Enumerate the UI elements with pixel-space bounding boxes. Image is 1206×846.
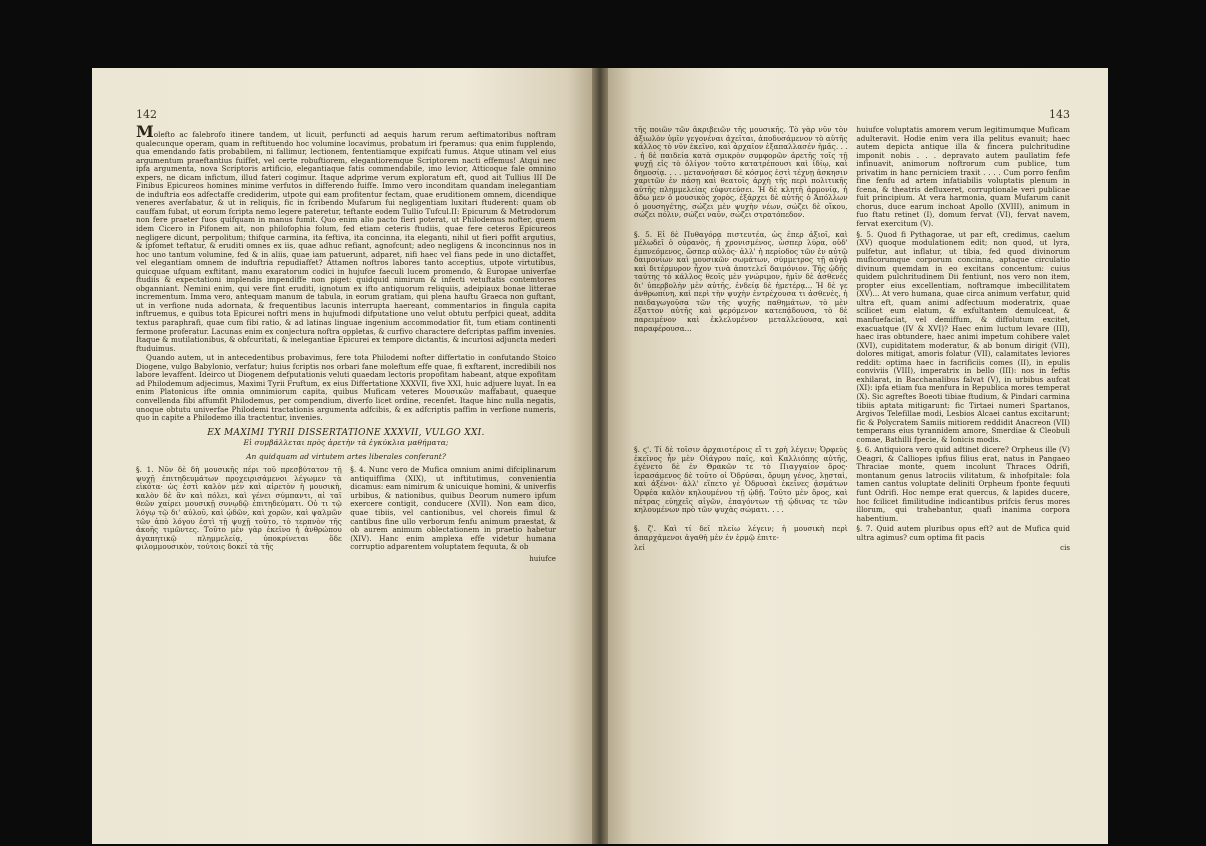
latin-text: §. 6. Antiquiora vero quid adtinet dicere? Orpheus ille (V) Oeagri, & Calliopes ipfius filius erat, natus in Pangaeo Thraciae monte, quem incolunt Thraces Odrifi, montanum genus latrociis vilitatum, & inhofpitale: fola tamen cantus voluptate deliniti Orpheum fponte fequuti funt Odrifi. Hoc nempe erat quercus, & lapides ducere, hoc fcilicet fimilitudine indicantibus prifcis ferus mores illorum, qui trahebantur, quafi inanima corpora habentium.	[856, 445, 1070, 523]
right-page	[608, 68, 1108, 844]
second-paragraph: Quando autem, ut in antecedentibus probavimus, fere tota Philodemi nofter differtatio in confutando Stoico Diogene, vulgo Babylonio, verfatur; huius fcriptis nos orbari fane moleftum effe quae, fi exftarent, incredibili nos labore levaffent. Ideirco ut Diogenem defputationis veluti quaedam lectoris propofitam habeant, atque expofitam ad Philodemum adjecimus, Maximi Tyrii Fruftum, ex eius Differtatione XXXVII, five XXI, huic adjuere luyat. In ea enim Platonicus ifte omnia omnimiorum capita, quibus Muficam veteres Μουσικῶν maffabaut, quaeque convellenda fibi affumfit Philodemus, per compendium, diverfo licet ordine, recenfet. Itaque hinc nulla negatis, unoque obtutu univerfae Philodemi tractationis argumenta adfcibis, & ex adfcriptis paffim in verfione numeris, quo in capite a Philodemo illa tractentur, invenies.	[136, 353, 556, 423]
section-6-columns	[634, 446, 1070, 525]
subheading-latin: An quidquam ad virtutem artes liberales conferant?	[246, 451, 446, 461]
greek-text: §. ζ'. Καὶ τί δεῖ πλείω λέγειν; ἡ μουσικὴ περὶ ἀπαρχάμενοι ἀγαθὴ μὲν ἐν ἑρμῷ ἐπιτε-	[634, 524, 848, 542]
left-text-block	[136, 122, 556, 563]
section-5-columns	[634, 231, 1070, 447]
latin-text: §. 5. Quod fi Pythagorae, ut par eft, credimus, caelum (XV) quoque modulationem edit; non quod, ut lyra, pulfetur, aut inflatur, ut tibia, fed quod divinorum muficorumque corporum concinna, aptaque circulatio divinum quemdam in eo excitans concentum: cuius quidem pulchritudinem Dii fentiunt, nos vero non item, propter eius excellentiam, noftramque imbecillitatem (XV)... At vero humana, quae circa animum verfatur, quid ultra eft, quam animi adfectuum moderatrix, quae scilicet eum elatum, & exfultantem demulceat, & manfuefaciat, vel demiffum, & diffolutum excitet, exacuatque (IV & XVI)? Haec enim luctum levare (III), haec iras obtundere, haec animi impetum cohibere valet (XVI), cupiditatem moderatur, & ab bonum dirigit (VII), dolores mitigat, amoris folatur (VII), calamitates leviores reddit: optima haec in facrificiis comes (II), in epulis conviviis (VIII), imperatrix in bello (III): nos in feftis exhilarat, in Bacchanalibus falvat (V), in urbibus aufcat (XI): ipfa etiam fua menfura in Republica mores temperat (X). Sic agreftes Boeoti tibiae ftudium, & Pindari carmina tibiis aptata mitigarunt: fic Tirtaei numeri Spartanos, Argivos Telefillae modi, Lesbios Alcaei cantus excitarunt; fic & Polycratem Samiis mitiorem reddidit Anacreon (VII) temperans eius tyrannidem amore, Smerdiae & Cleobuli comae, Bathilli fpecie, & Ionicis modis.	[856, 229, 1070, 444]
latin-text: §. 7. Quid autem pluribus opus eft? aut de Mufica quid ultra agimus? cum optima fit pacis	[856, 524, 1070, 542]
greek-column-left	[136, 466, 342, 553]
right-text-block	[634, 126, 1070, 553]
section-5-latin	[856, 231, 1070, 447]
catchword-left: huiufce	[529, 554, 556, 563]
greek-text: §. 1. Νῦν δὲ δὴ μουσικῆς πέρι τοῦ πρεσβύτατον τῇ ψυχῇ ἐπιτηδευμάτων προχειρισάμενοι λέγωμεν τὰ εἰκότα· ὡς ἐστὶ καλὸν μὲν καὶ αἰρετὸν ἡ μουσικὴ, καλὸν δὲ ἂν καὶ πόλει, καὶ γένει σύμπαντι, αἱ ταῖ θεῶν χαίρει μουσικῇ συνῳδῷ ἐπιτηδεύματι. Οὐ τι τῷ λόγῳ τῷ δι' αὐλοῦ, καὶ ᾠδῶν, καὶ χορῶν, καὶ ψαλμῶν τῶν ἀπὸ λόγου ἐστὶ τῇ ψυχῇ τοῦτο, τὸ τερπνὸν τῆς ἀκοῆς τιμῶντες. Τοῦτο μὲν γὰρ ἐκεῖνο ἡ ἀνθρώπου ἀγαπητικῷ πλημμελείᾳ, ὑποκρίνεται ὅδε φιλομμουσικὸν, τούτοις δοκεῖ τὰ τῆς	[136, 465, 342, 552]
latin-column-left	[350, 466, 556, 553]
page-number-left: 142	[136, 108, 157, 121]
parallel-columns-right-top	[634, 126, 1070, 231]
section-5-greek	[634, 231, 848, 447]
greek-column-right	[634, 126, 848, 231]
greek-text: τῆς ποιῶν τῶν ἀκριβειῶν τῆς μουσικῆς. Τὸ γὰρ νῦν τὸν ἀξιωλὸν ὑμῖν γεγονέναι ἀχεῖται, ἀποδυσάμενον τὸ αὐτῆς κάλλος τὸ νῦν ἐκεῖνο, καὶ ἀρχαῖον ἐξαπαλλασέν ἡμᾶς. . . . ἡ δὲ παιδεία κατὰ σμικρὸν συμφορῶν ἀρετῆς τοῖς τῇ ψυχῇ εἰς τὸ ὀλίγον τοῦτο κατατρέπουσι καὶ ἰδίῳ, καὶ δημοσίᾳ. . . . μετανοήσασι δὲ κόσμος ἐστὶ τέχνῃ ἀσκησιν χαριτῶν ἐν πάσῃ καὶ θεατοῖς ἀρχὴ τῆς περὶ πολιτικῆς αὐτῆς πλημμελείας εὐφυτεύσει. Ἡ δὲ κλητῆ ἁρμονίᾳ, ἡ ἄδω μεν ὁ μουσικὸς χορὸς, ἐξάρχει δὲ αὐτῆς ὁ Ἀπόλλων ὁ μουσηγέτης, σώζει μὲν ψυχὴν νέων, σώζει δὲ οἴκου, σώζει πόλιν, σώζει ναῦν, σώζει στρατόπεδον.	[634, 125, 848, 220]
subheading-greek: Εἰ συμβάλλεται πρὸς ἀρετὴν τὰ ἐγκύκλια μαθήματα;	[243, 438, 449, 448]
catchwords-right	[634, 544, 1070, 553]
latin-text: §. 4. Nunc vero de Mufica omnium animi difciplinarum antiquiffima (XIX), ut inftitutimus, convenientia dicamus: eam nimirum & unicuique homini, & univerfis urbibus, & nationibus, quibus Deorum numero ipfum exercere contigit, conducere (XVII). Non eam dico, quae tibiis, vel cantionibus, vel choreis fimul & cantibus fine ullo verborum fenfu animum praestat, & ob aurem animum oblectationem in praetio habetur (XIV). Hanc enim amplexa effe videtur humana corruptio adparentem voluptatem fequuta, & ob	[350, 465, 556, 552]
intro-paragraph	[136, 122, 556, 353]
greek-text: §. 5. Εἰ δὲ Πυθαγόρᾳ πιστευτέα, ὡς ἐπερ ἀξιοῖ, καὶ μέλωδεῖ ὁ οὐρανὸς, ἡ χρονισμένος, ὡσπερ λύρα, οὐδ' ἐμπνεόμενος, ὥσπερ αὐλὸς· ἀλλ' ἡ περίοδος τῶν ἐν αὐτῷ δαιμονίων καὶ μουσικῶν σωμάτων, σύμμετρος τῇ αὐγᾷ καὶ διτέρμυρον ἦχον τινὰ ἀποτελεῖ δαιμόνιον. Τῆς ᾠδῆς ταύτης τὸ κάλλος θεοῖς μὲν γνώριμον, ἡμῖν δὲ ἀσθενὲς δι' ὑπερβολὴν μὲν αὐτῆς, ἐνδείᾳ δὲ ἡμετέρᾳ... Ἡ δὲ γε ἀνθρωπίνη, καὶ περὶ τὴν ψυχὴν ἐντρέχουσα τι ἀσθενὲς, ἡ παιδαγωγοῦσα τῶν τῆς ψυχῆς παθημάτων, τὸ μὲν ἐξαττον αὐτῆς καὶ φερόμενον κατεπᾴδουσα, τὸ δὲ παρειμένον καὶ ἐκλελυμένον μεταλλεύουσα, καὶ παραφέρουσα...	[634, 229, 848, 333]
book-spread	[92, 68, 1108, 844]
section-6-greek	[634, 446, 848, 525]
book-gutter	[592, 68, 608, 844]
left-page	[92, 68, 592, 844]
page-number-right: 143	[1049, 108, 1070, 121]
section-6-latin	[856, 446, 1070, 525]
greek-text: §. ϛ'. Τί δὲ τοῖσιν ἀρχαιοτέροις εἴ τι χρὴ λέγειν; Ὀρφεὺς ἐκεῖνος ἦν μὲν Οἰάγρου παῖς, καὶ Καλλιόπης αὐτῆς, ἐγένετο δὲ ἐν Θρακῶν τε τὸ Πιαγγαίον ὄρος· ἱερασάμενος δὲ τοῦτο οἱ Ὀδρύσαι, ὄρυμη γένος, λῃσταὶ, καὶ ἀξένοι· ἀλλ' εἵπετο γὲ Ὀδρυσαὶ ἐκεῖνες ᾀσμάτων Ὀρφέα καλὸν κηλουμένου τῇ ᾠδῇ. Τοῦτο μὲν ὄρος, καὶ πέτρας εὐηχεῖς αἰγῶν, ἐπαγόντων τῇ ᾠδινας τε τῶν κηλουμένων πρὸ τῶν ψυχὰς σώματι. . . .	[634, 445, 848, 515]
intro-paragraph-text: olefto ac falebrofo itinere tandem, ut licuit, perfuncti ad aequis harum rerum aeftimatoribus noftram qualecunque operam, quam in reftituendo hoc volumine locavimus, probatum iri fperamus: qua enim fupplendo, qua emendando fatis probabilem, ni fallimur, lectionem, fententiamque expifcati fumus. Atque utinam vel eius argumentum praeftantius fuiffet, vel certe robuftiorem, elegantioremque Scriptorem nacti effemus! Atqui nec ipfa argumenta, nova Scriptoris artificio, elegantiaque fatis commendabile, imo levior, Atticoque fale omnino expers, ne dicam infictum, illud fateri cogimur. Itaque adprime verum exploratum eft, quod ait Tullius III De Finibus Epicureos homines minime verfutos in differendo fuiffe. Immo vero inconditam quandam inelegantiam de induftria eos adfectaffe crediderim, utpote qui eam profitentur fectam, quae eruditionem omnem, dicendique veneres averfabatur, & ut in reliquis, fic in fcribendo Mufarum fui negligentiam luxitari ftuderent: quam ob cauffam fubat, ut eorum fcripta nemo legere pateretur, teftante eodem Tullio Tufcul.II: Epicurum & Metrodorum non fere praeter fuos quifquam in manus fumit. Quo enim alio pacto fieri poterat, ut Philodemus nofter, quem idem Cicero in Pifonem ait, non philofophia folum, fed etiam ceteris ftudiis, quae fere ceteros Epicureos negligere dicunt, perpolitum; thifque carmina, ita feftiva, ita concinna, ita eleganti, nihil ut fieri poffit argutius, & ipfomet teftatur, & eruditi omnes ex iis, quae adhuc refiant, agnofcunt; adeo negligens & inconcinnus nos in hoc uno tantum volumine, fed & in aliis, quae iam patuerunt, adparet, nifi haec vel fians pede in uno dictaffet, vel elegantiam omnem de induftria repudiaffet? Attamen noftros labores tanto acceptius, utpote virtutibus, quicquae ufquam exftitant, manu exaratorum codici in hujufce faeculi lucem promendo, & Europae univerfae ftudiis & expectationi implendis impendiffe non piget: quidquid nimirum & infecti vetuftatis contemtores obganniant. Nemini enim, qui vere fint eruditi, ignotum ex ifto antiquorum reliquiis, adeipiaux bonae litterae incrementum. Imma vero, antequam manum de tabula, in eorum gratiam, qui plena hauftu Graeca non guftant, ut in verfione nuda adornata, & frequentibus lacunis interrupta haereant, commentarios in fingula capita inftruemus, e quibus tota Epicurei noftri mens in hujufmodi difputatione uno velut obtutu perfpici queat, addita textus paraphrafi, quae cum fibi ratio, & ad latinas linguae ingenium accommodatior fit, tum etiam continenti fermone proferatur. Lacunas enim ex conjectura noftra oppletas, & curfivo charactere defcriptas paffim invenies. Itaque & mutilationibus, & obfcuritati, & inelegantiae Epicurei ex tempore dictantis, & incuriosi adjuncta mederi ftuduimus.	[136, 130, 556, 353]
catchword-latin: cis	[1060, 544, 1070, 553]
catchword-greek: λεί	[634, 544, 645, 553]
section-7-latin	[856, 525, 1070, 544]
drop-cap: M	[136, 122, 154, 141]
section-7-greek	[634, 525, 848, 544]
latin-column-right	[856, 126, 1070, 231]
latin-text: huiufce voluptatis amorem verum legitimumque Muficam adulteravit. Hodie enim vera illa pelitus evanuit; haec autem depicta antique illa & fincera pulchritudine imponit nobis . . . depravato autem paullatim fefe infinuavit, animorum noftrorum cum publice, tum privatim in hanc perniciem traxit . . . . Cum porro fenfim fine fenfu ad artem infatiabilis voluptatis plenum in fcena, & theatris defluxeret, corruptionale veri publicae fuit principium. At vera harmonia, quam Mufarum canit chorus, duce earum inchoat Apollo (XVIII), animum in fuo ftatu retinet (I), domum fervat (VI), fervat navem, fervat exercitum (V).	[856, 125, 1070, 229]
section-7-columns	[634, 525, 1070, 544]
section-heading: EX MAXIMI TYRII DISSERTATIONE XXXVII, VULGO XXI.	[207, 427, 485, 438]
parallel-columns-left	[136, 466, 556, 553]
